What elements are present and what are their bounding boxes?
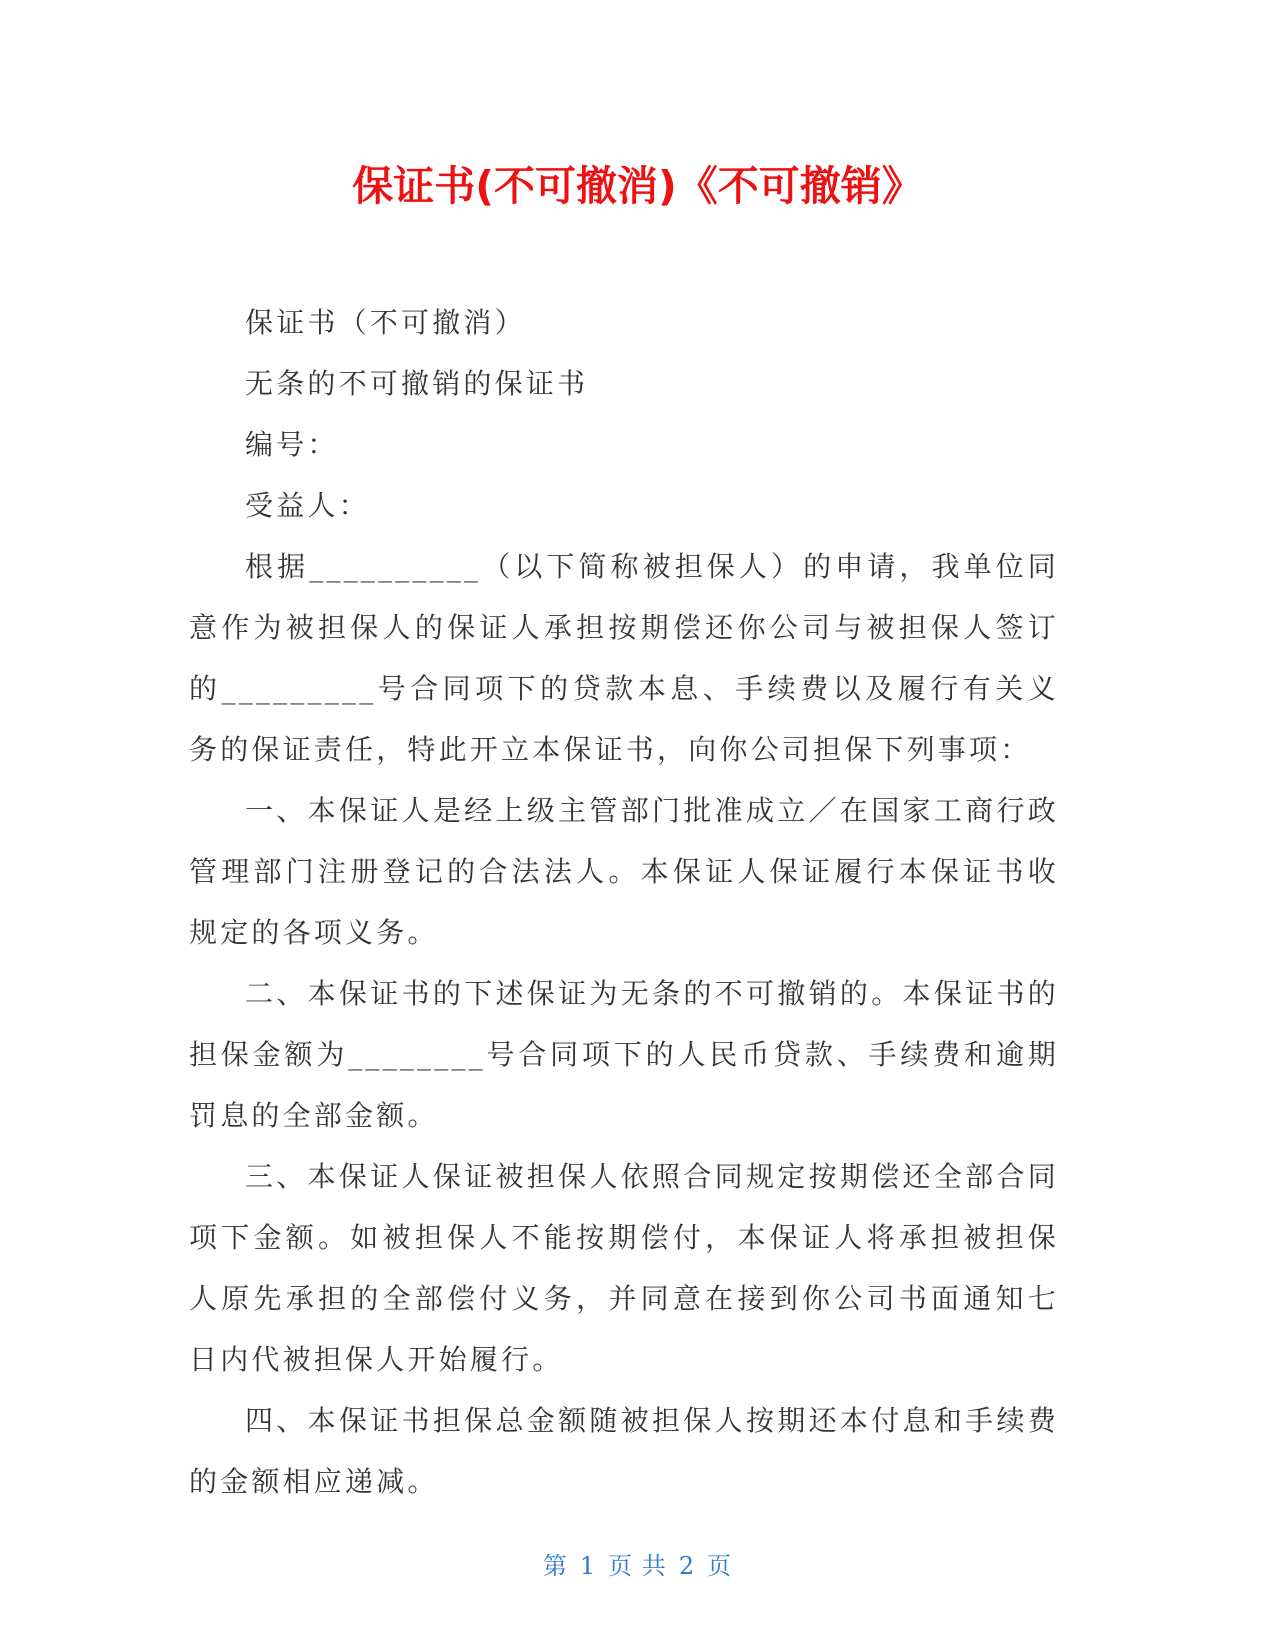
paragraph-number-field: 编号： [245, 428, 339, 461]
paragraph-subtitle: 无条的不可撤销的保证书 [245, 367, 589, 400]
paragraph-clause-2: 二、本保证书的下述保证为无条的不可撤销的。本保证书的担保金额为________号合同项下的人民币贷款、手续费和逾期罚息的全部金额。 [189, 977, 1059, 1132]
page-footer [0, 1546, 1275, 1581]
page-label-prefix: 第 [542, 1552, 568, 1580]
paragraph-beneficiary-field: 受益人： [245, 489, 370, 522]
paragraph-heading: 保证书（不可撤消） [245, 306, 526, 339]
paragraph-clause-1: 一、本保证人是经上级主管部门批准成立／在国家工商行政管理部门注册登记的合法法人。本保证人保证履行本保证书收规定的各项义务。 [189, 794, 1059, 949]
document-title: 保证书(不可撤消)《不可撤销》 [352, 162, 923, 210]
page-label-suffix: 页 [707, 1552, 733, 1580]
current-page-number: 1 [579, 1552, 597, 1580]
paragraph-clause-3: 三、本保证人保证被担保人依照合同规定按期偿还全部合同项下金额。如被担保人不能按期偿付，本保证人将承担被担保人原先承担的全部偿付义务，并同意在接到你公司书面通知七日内代被担保人开始履行。 [189, 1160, 1059, 1376]
paragraph-intro: 根据__________（以下简称被担保人）的申请，我单位同意作为被担保人的保证人承担按期偿还你公司与被担保人签订的_________号合同项下的贷款本息、手续费以及履行有关义务的保证责任，特此开立本保证书，向你公司担保下列事项： [189, 550, 1059, 766]
document-body [189, 292, 1059, 1512]
total-pages-number: 2 [678, 1552, 696, 1580]
page-label-mid: 页 共 [608, 1552, 667, 1580]
paragraph-clause-4: 四、本保证书担保总金额随被担保人按期还本付息和手续费的金额相应递减。 [189, 1404, 1059, 1498]
